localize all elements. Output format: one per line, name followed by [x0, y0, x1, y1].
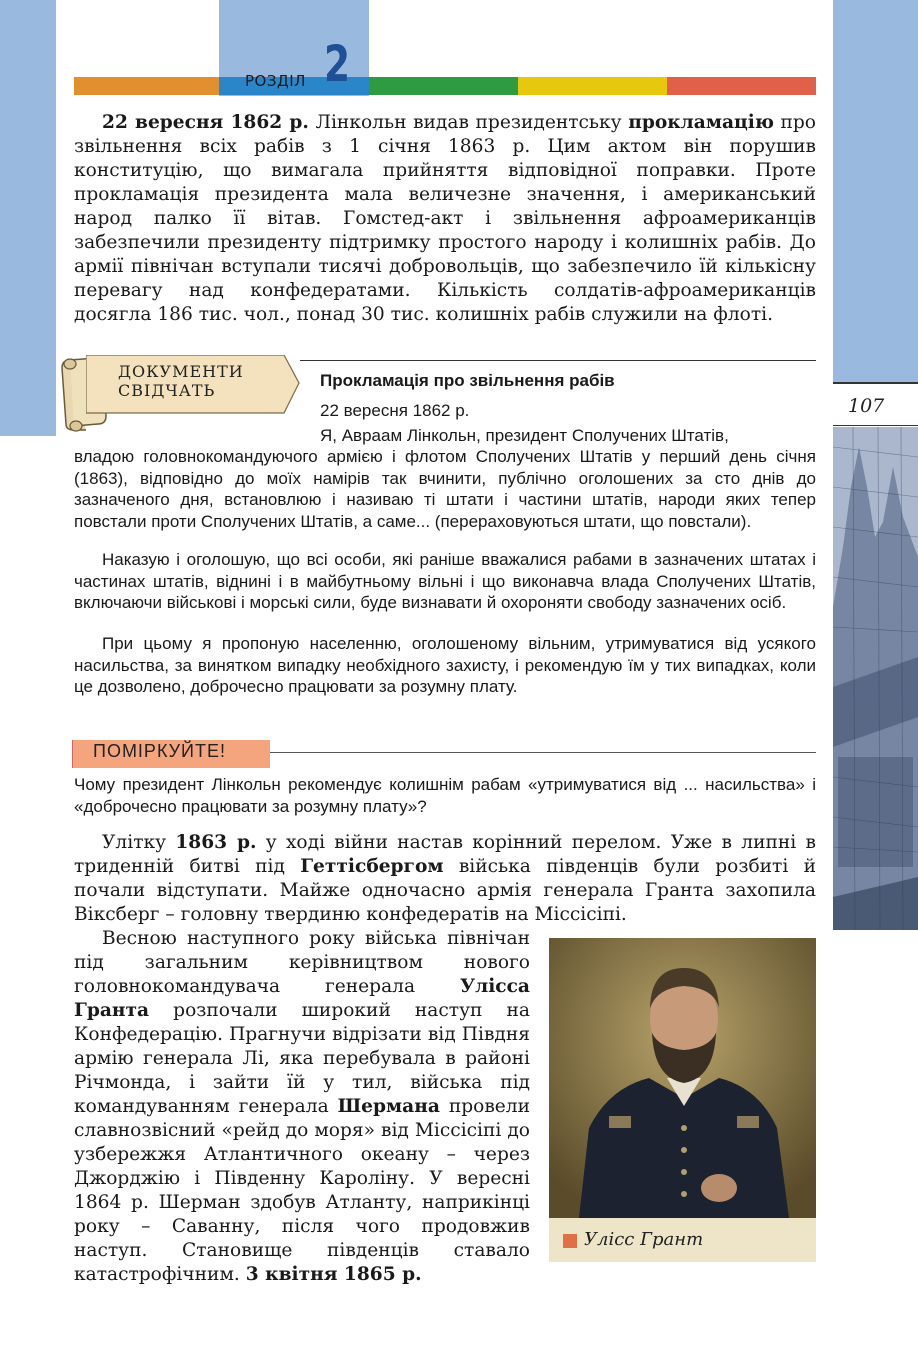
date-bold: 22 вересня 1862 р.: [102, 112, 309, 133]
text: у ході війни настав корінний перелом. Уже в липні в триденній битві під: [74, 832, 816, 877]
grant-bold: Улісса Гранта: [74, 976, 530, 1021]
document-paragraph-3: При цьому я пропоную населенню, оголошеному вільним, утримуватися від усякого насильства, за винятком випадку необхідного захисту, і рекомендую їм у тих випадках, коли це дозволено, доброчесно працювати за розумну плату.: [74, 634, 816, 697]
documents-label-line2: СВІДЧАТЬ: [118, 381, 216, 400]
text: війська південців були розбиті й почали відступати. Майже одночасно армія генерала Гранта захопила Віксберг – головну твердиню конфедератів на Міссісіпі.: [74, 856, 816, 925]
header-stripe-orange: [74, 77, 219, 95]
caption-marker: [563, 1234, 577, 1248]
section-number: 2: [324, 35, 351, 93]
sherman-bold: Шермана: [337, 1096, 440, 1117]
document-date: 22 вересня 1862 р.: [320, 401, 470, 420]
page-number-rule-top: [833, 382, 918, 384]
header-stripe-green: [369, 77, 518, 95]
term-bold: прокламацію: [628, 112, 774, 133]
page-number: 107: [848, 395, 885, 417]
document-paragraph-1: владою головнокомандуючого армією і флотом Сполучених Штатів у перший день січня (1863), відповідно до моїх намірів так вчинити, публічно оголошених за сто днів до зазначеного дня, встановлюю і називаю ті штати і частини штатів, народи яких тепер повстали проти Сполучених Штатів, а саме... (перераховуються штати, що повстали).: [74, 447, 816, 531]
text: провели славнозвісний «рейд до моря» від Міссісіпі до узбережжя Атлантичного океану – через Джорджію і Південну Кароліну. У вересні 1864 р. Шерман здобув Атланту, наприкінці року – Саванну, після чого продовжив наступ. Становище південців ставало катастрофічним.: [74, 1096, 530, 1285]
document-text-first-line: Я, Авраам Лінкольн, президент Сполучених Штатів,: [320, 426, 729, 445]
left-margin-bar: [0, 0, 56, 436]
header-stripe-yellow: [518, 77, 667, 95]
paragraph-grant-offensive: [74, 927, 530, 1287]
grant-portrait: [549, 938, 816, 1218]
document-paragraph-2: Наказую і оголошую, що всі особи, які раніше вважалися рабами в зазначених штатах і частинах штатів, віднині і в майбутньому вільні і що виконавча влада Сполучених Штатів, включаючи військові і морські сили, буде визнавати й охороняти свободу зазначених осіб.: [74, 550, 816, 613]
text: про звільнення всіх рабів з 1 січня 1863 р. Цим актом він порушив конституцію, що вимагала прийняття відповідної поправки. Проте прокламація президента мала величезне значення, і американський народ палко її вітав. Гомстед-акт і звільнення афроамериканців забезпечили президенту підтримку простого народу і колишніх рабів. До армії північан вступали тисячі добровольців, що забезпечило їй кількісну перевагу над конфедератами. Кількість солдатів-афроамериканців досягла 186 тис. чол., понад 30 тис. колишніх рабів служили на флоті.: [74, 112, 816, 325]
documents-label-line1: ДОКУМЕНТИ: [118, 362, 244, 381]
photo-caption: Улісс Грант: [584, 1229, 704, 1250]
text: Весною наступного року війська північан під загальним керівництвом нового головнокомандувача генерала: [74, 928, 530, 997]
text: Лінкольн видав президентську: [308, 112, 629, 133]
think-label: ПОМІРКУЙТЕ!: [93, 741, 227, 761]
paragraph-emancipation: [74, 111, 816, 327]
engraving-decoration: [833, 427, 918, 930]
paragraph-1863: [74, 831, 816, 927]
place-bold: Геттісбергом: [300, 856, 444, 877]
text: розпочали широкий наступ на Конфедерацію. Прагнучи відрізати від Півдня армію генерала Лі, яка перебувала в районі Річмонда, і зайти їй у тил, війська під командуванням генерала: [74, 1000, 530, 1117]
think-label-edge: [72, 740, 73, 768]
section-label: РОЗДІЛ: [245, 72, 306, 90]
header-stripe-red: [667, 77, 816, 95]
year-bold: 1863 р.: [175, 832, 257, 853]
think-rule: [270, 752, 816, 753]
right-margin-bar: [833, 0, 918, 383]
document-title: Прокламація про звільнення рабів: [320, 371, 615, 390]
date-bold: 3 квітня 1865 р.: [245, 1264, 422, 1285]
text: Улітку: [102, 832, 176, 853]
documents-label: [118, 362, 244, 400]
documents-rule: [300, 360, 816, 361]
page-number-rule-bottom: [833, 425, 918, 426]
think-question: Чому президент Лінкольн рекомендує колишнім рабам «утримуватися від ... насильства» і «доброчесно працювати за розумну плату»?: [74, 775, 816, 816]
